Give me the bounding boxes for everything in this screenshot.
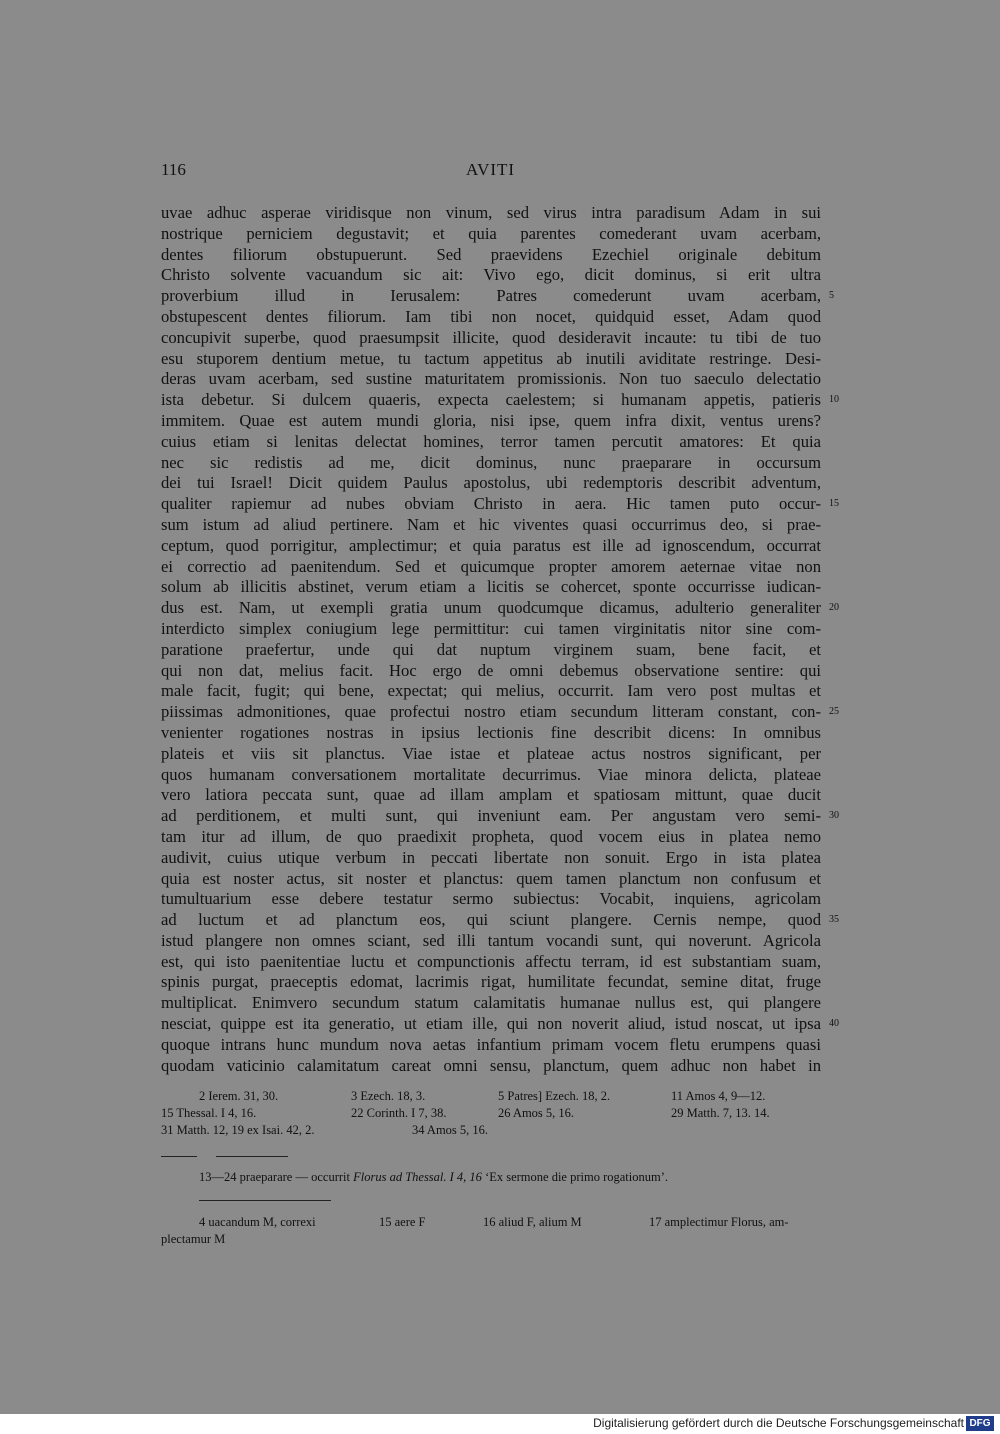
text-line [161,369,821,390]
apparatus-row [161,1214,821,1231]
reference-item: 22 Corinth. I 7, 38. [351,1106,447,1120]
text-line [161,328,821,349]
reference-item: 15 Thessal. I 4, 16. [161,1106,257,1120]
reference-item: 2 Ierem. 31, 30. [199,1089,279,1103]
text-line [161,765,821,786]
line-text: male facit, fugit; qui bene, expectat; qui melius, occurrit. Iam vero post multas et [161,681,821,701]
critical-apparatus [161,1214,821,1248]
separator-rule [199,1200,331,1201]
testimony-quote: ‘Ex sermone die primo rogationum’. [485,1170,669,1184]
text-line [161,993,821,1014]
text-line [161,453,821,474]
main-text [161,203,839,1076]
text-line [161,619,821,640]
line-number: 15 [829,498,839,510]
reference-row [161,1105,821,1122]
line-number: 5 [829,290,834,302]
reference-item: 31 Matth. 12, 19 ex Isai. 42, 2. [161,1123,315,1137]
line-text: dei tui Israel! Dicit quidem Paulus apostolus, ubi redemptoris describit adventum, [161,473,821,493]
text-line [161,640,821,661]
line-text: qui non dat, melius facit. Hoc ergo de omni debemus observatione sentire: qui [161,660,821,680]
line-number: 10 [829,394,839,406]
line-text: proverbium illud in Ierusalem: Patres comederunt uvam acerbam, [161,286,821,306]
line-text: ista debetur. Si dulcem quaeris, expecta caelestem; si humanam appetis, patieris [161,390,821,410]
reference-item: 26 Amos 5, 16. [498,1106,575,1120]
line-text: plateis et viis sit planctus. Viae istae et plateae actus nostros significant, per [161,743,821,763]
line-text: dentes filiorum obstupuerunt. Sed praevidens Ezechiel originale debitum [161,244,821,264]
line-text: ad luctum et ad planctum eos, qui sciunt plangere. Cernis nempe, quod [161,910,821,930]
line-text: ei correctio ad paenitendum. Sed et quicumque propter amorem aeternae vitae non [161,556,821,576]
line-text: nesciat, quippe est ita generatio, ut etiam ille, qui non noverit aliud, istud noscat, ut ipsa [161,1014,821,1034]
line-text: spinis purgat, praeceptis edomat, lacrimis rigat, humilitate fecundat, semine ditat, fruge [161,972,821,992]
line-text: est, qui isto paenitentiae luctu et compunctionis affectu terram, id est substantiam suam, [161,951,821,971]
text-line [161,224,821,245]
line-text: paratione praefertur, unde qui dat nuptum virginem suam, bene facit, et [161,639,821,659]
line-text: quos humanam conversationem mortalitate decurrimus. Viae minora delicta, plateae [161,764,821,784]
line-text: quia est noster actus, sit noster et planctus: quem tamen planctum non confusum et [161,868,821,888]
text-line [161,702,839,723]
reference-row [161,1088,821,1105]
line-text: nostrique perniciem degustavit; et quia parentes comederant uvam acerbam, [161,223,821,243]
text-line [161,515,821,536]
text-line [161,744,821,765]
text-line [161,557,821,578]
text-line [161,952,821,973]
separator-rule [161,1156,197,1157]
text-line [161,723,821,744]
text-line [161,1014,839,1035]
separator-rule [216,1156,288,1157]
dfg-logo: DFG [966,1416,994,1431]
apparatus-row [161,1231,821,1248]
text-line [161,972,821,993]
line-text: solum ab illicitis abstinet, verum etiam a licitis se cohercet, sponte occurrisse iudican- [161,577,821,597]
line-text: qualiter rapiemur ad nubes obviam Christo in aera. Hic tamen puto occur- [161,494,821,514]
line-text: ad perditionem, et multi sunt, qui inveniunt eam. Per angustam vero semi- [161,806,821,826]
apparatus-item: 16 aliud F, alium M [483,1215,582,1229]
text-line [161,681,821,702]
line-text: multiplicat. Enimvero secundum statum calamitatis humanae nullus est, qui plangere [161,993,821,1013]
text-line [161,432,821,453]
reference-item: 11 Amos 4, 9—12. [671,1089,766,1103]
text-line [161,307,821,328]
scripture-references [161,1088,821,1139]
text-line [161,1056,821,1077]
line-text: quoque intrans hunc mundum nova aetas infantium primam vocem fletu erumpens quasi [161,1034,821,1054]
text-line [161,536,821,557]
text-line [161,661,821,682]
text-line [161,494,839,515]
line-text: deras uvam acerbam, sed sustine maturitatem promissionis. Non tuo saeculo delectatio [161,369,821,389]
text-line [161,265,821,286]
line-text: sum istum ad aliud pertinere. Nam et hic viventes quasi occurrimus deo, si prae- [161,514,821,534]
line-text: dus est. Nam, ut exempli gratia unum quodcumque dicamus, adulterio generaliter [161,598,821,618]
line-text: quodam vaticinio calamitatum careat omni sensu, planctum, quem adhuc non habet in [161,1055,821,1075]
apparatus-item: 17 amplectimur Florus, am- [649,1215,789,1229]
line-text: piissimas admonitiones, quae profectui nostro etiam secundum litteram constant, con- [161,702,821,722]
text-line [161,931,821,952]
line-text: audivit, cuius utique verbum in peccati libertate non sonuit. Ergo in ista platea [161,847,821,867]
line-text: tumultuarium esse debere testatur sermo subiectus: Vocabit, inquiens, agricolam [161,889,821,909]
text-line [161,577,821,598]
page-number: 116 [161,160,186,179]
line-text: obstupescent dentes filiorum. Iam tibi non nocet, quidquid esset, Adam quod [161,306,821,326]
line-text: interdicto simplex coniugium lege permittitur: cui tamen virginitatis nitor sine com- [161,618,821,638]
text-line [161,1035,821,1056]
line-number: 25 [829,706,839,718]
testimony-note [199,1170,668,1185]
footer-credit: Digitalisierung gefördert durch die Deutsche Forschungsgemeinschaft [593,1416,964,1430]
reference-item: 3 Ezech. 18, 3. [351,1089,426,1103]
text-line [161,910,839,931]
testimony-range: 13—24 praeparare — occurrit [199,1170,350,1184]
text-line [161,785,821,806]
line-text: concupivit superbe, quod praesumpsit illicite, quod desideravit incaute: tu tibi de tuo [161,327,821,347]
line-text: venienter rogationes nostras in ipsius lectionis fine describit dicens: In omnibus [161,722,821,742]
text-line [161,473,821,494]
text-line [161,827,821,848]
text-line [161,245,821,266]
text-line [161,349,821,370]
footer-bar [0,1414,1000,1434]
line-number: 20 [829,602,839,614]
text-line [161,411,821,432]
line-text: cuius etiam si lenitas delectat homines, terror tamen percutit amatores: Et quia [161,431,821,451]
line-text: nec sic redistis ad me, dicit dominus, nunc praeparare in occursum [161,452,821,472]
line-text: vero latiora peccata sunt, quae ad illam amplam et spatiosam mittunt, quae ducit [161,785,821,805]
apparatus-item: plectamur M [161,1232,226,1246]
line-text: uvae adhuc asperae viridisque non vinum, sed virus intra paradisum Adam in sui [161,203,821,222]
reference-item: 29 Matth. 7, 13. 14. [671,1106,770,1120]
text-line [161,889,821,910]
text-line [161,806,839,827]
text-line [161,203,821,224]
reference-item: 34 Amos 5, 16. [412,1123,489,1137]
testimony-source: Florus ad Thessal. I 4, 16 [353,1170,482,1184]
line-text: esu stuporem dentium metue, tu tactum appetitus ab inutili aviditate restringe. Desi- [161,348,821,368]
running-title: AVITI [466,160,516,179]
line-text: Christo solvente vacuandum sic ait: Vivo ego, dicit dominus, si erit ultra [161,265,821,285]
line-text: immitem. Quae est autem mundi gloria, nisi ipse, quem infra dixit, ventus urens? [161,410,821,430]
line-number: 30 [829,810,839,822]
line-text: istud plangere non omnes sciant, sed illi tantum vocandi sunt, qui noverunt. Agricola [161,930,821,950]
text-line [161,869,821,890]
apparatus-item: 15 aere F [379,1215,426,1229]
line-number: 40 [829,1018,839,1030]
line-number: 35 [829,914,839,926]
reference-item: 5 Patres] Ezech. 18, 2. [498,1089,611,1103]
text-line [161,598,839,619]
apparatus-item: 4 uacandum M, correxi [199,1215,316,1229]
reference-row [161,1122,821,1139]
line-text: tam itur ad illum, de quo praedixit propheta, quod vocem eius in platea nemo [161,826,821,846]
text-line [161,848,821,869]
text-line [161,390,839,411]
line-text: ceptum, quod porrigitur, amplectimur; et quia paratus est ille ad ignoscendum, occurrat [161,535,821,555]
text-line [161,286,834,307]
